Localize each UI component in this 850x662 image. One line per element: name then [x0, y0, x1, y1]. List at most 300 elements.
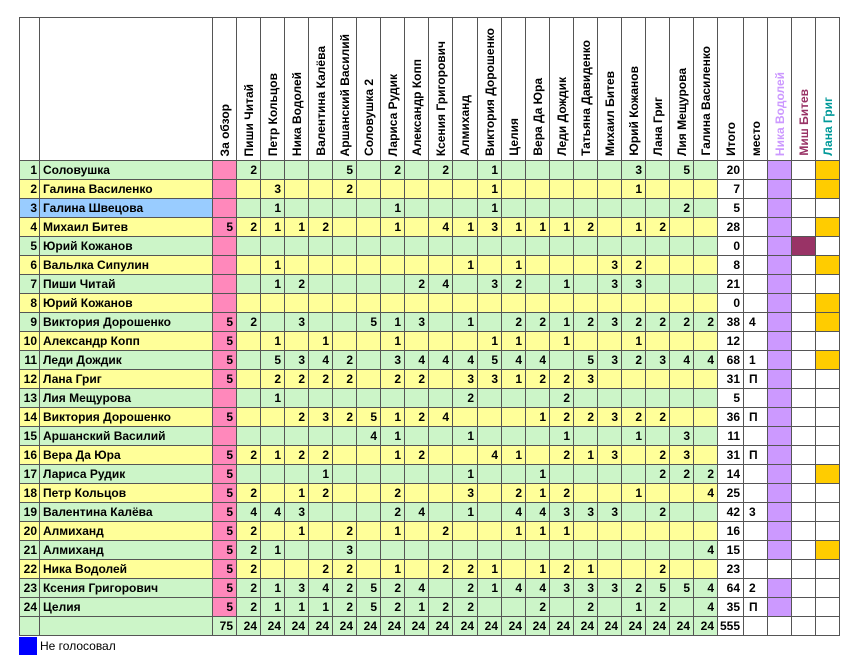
vote-cell[interactable]: 4	[502, 351, 526, 370]
judge-mark-cell[interactable]	[792, 579, 816, 598]
vote-cell[interactable]	[333, 389, 357, 408]
vote-cell[interactable]: 1	[381, 313, 405, 332]
vote-cell[interactable]	[429, 180, 453, 199]
vote-cell[interactable]: 2	[622, 313, 646, 332]
vote-cell[interactable]: 2	[237, 522, 261, 541]
vote-cell[interactable]: 2	[502, 275, 526, 294]
vote-cell[interactable]	[333, 199, 357, 218]
vote-cell[interactable]	[285, 427, 309, 446]
vote-cell[interactable]	[237, 332, 261, 351]
vote-cell[interactable]	[646, 256, 670, 275]
vote-cell[interactable]: 5	[213, 484, 237, 503]
vote-cell[interactable]	[429, 294, 453, 313]
vote-cell[interactable]	[309, 161, 333, 180]
judge-mark-cell[interactable]	[816, 218, 840, 237]
vote-cell[interactable]: 3	[550, 503, 574, 522]
vote-cell[interactable]	[550, 180, 574, 199]
vote-cell[interactable]: 1	[261, 256, 285, 275]
vote-cell[interactable]: 1	[261, 275, 285, 294]
vote-cell[interactable]	[502, 237, 526, 256]
vote-cell[interactable]: 4	[478, 446, 502, 465]
vote-cell[interactable]: 2	[646, 598, 670, 617]
vote-cell[interactable]	[622, 541, 646, 560]
vote-cell[interactable]	[550, 294, 574, 313]
vote-cell[interactable]: 1	[526, 465, 550, 484]
vote-cell[interactable]	[478, 408, 502, 427]
vote-cell[interactable]	[237, 351, 261, 370]
judge-mark-cell[interactable]	[768, 579, 792, 598]
vote-cell[interactable]	[694, 503, 718, 522]
vote-cell[interactable]	[670, 560, 694, 579]
judge-mark-cell[interactable]	[768, 275, 792, 294]
vote-cell[interactable]	[598, 180, 622, 199]
vote-cell[interactable]: 1	[550, 218, 574, 237]
vote-cell[interactable]: 3	[285, 579, 309, 598]
vote-cell[interactable]: 5	[646, 579, 670, 598]
vote-cell[interactable]	[453, 294, 478, 313]
vote-cell[interactable]: 3	[381, 351, 405, 370]
vote-cell[interactable]: 1	[622, 218, 646, 237]
vote-cell[interactable]	[453, 275, 478, 294]
vote-cell[interactable]	[574, 541, 598, 560]
vote-cell[interactable]: 4	[405, 503, 429, 522]
vote-cell[interactable]: 1	[453, 313, 478, 332]
vote-cell[interactable]	[261, 465, 285, 484]
vote-cell[interactable]	[237, 275, 261, 294]
vote-cell[interactable]	[598, 465, 622, 484]
vote-cell[interactable]: 5	[213, 370, 237, 389]
judge-mark-cell[interactable]	[768, 522, 792, 541]
vote-cell[interactable]	[670, 408, 694, 427]
judge-mark-cell[interactable]	[768, 256, 792, 275]
vote-cell[interactable]: 2	[646, 503, 670, 522]
vote-cell[interactable]: 3	[574, 370, 598, 389]
judge-mark-cell[interactable]	[816, 294, 840, 313]
vote-cell[interactable]	[670, 256, 694, 275]
vote-cell[interactable]: 4	[694, 541, 718, 560]
vote-cell[interactable]	[309, 180, 333, 199]
vote-cell[interactable]: 1	[478, 560, 502, 579]
vote-cell[interactable]	[598, 560, 622, 579]
vote-cell[interactable]: 3	[646, 351, 670, 370]
vote-cell[interactable]	[261, 522, 285, 541]
vote-cell[interactable]	[357, 370, 381, 389]
vote-cell[interactable]	[333, 218, 357, 237]
vote-cell[interactable]	[429, 541, 453, 560]
judge-mark-cell[interactable]	[768, 180, 792, 199]
vote-cell[interactable]	[694, 408, 718, 427]
judge-mark-cell[interactable]	[816, 351, 840, 370]
vote-cell[interactable]	[309, 313, 333, 332]
vote-cell[interactable]	[670, 218, 694, 237]
vote-cell[interactable]: 2	[574, 218, 598, 237]
vote-cell[interactable]	[309, 275, 333, 294]
vote-cell[interactable]: 2	[405, 446, 429, 465]
vote-cell[interactable]	[237, 408, 261, 427]
judge-mark-cell[interactable]	[792, 465, 816, 484]
judge-mark-cell[interactable]	[816, 446, 840, 465]
vote-cell[interactable]: 5	[213, 218, 237, 237]
vote-cell[interactable]: 2	[429, 522, 453, 541]
vote-cell[interactable]: 2	[285, 446, 309, 465]
vote-cell[interactable]	[429, 313, 453, 332]
vote-cell[interactable]	[357, 560, 381, 579]
vote-cell[interactable]	[646, 427, 670, 446]
vote-cell[interactable]	[598, 237, 622, 256]
vote-cell[interactable]	[285, 256, 309, 275]
vote-cell[interactable]: 1	[478, 332, 502, 351]
vote-cell[interactable]	[381, 294, 405, 313]
vote-cell[interactable]: 3	[453, 484, 478, 503]
judge-mark-cell[interactable]	[768, 465, 792, 484]
vote-cell[interactable]: 2	[309, 446, 333, 465]
vote-cell[interactable]: 2	[622, 408, 646, 427]
vote-cell[interactable]: 4	[309, 579, 333, 598]
vote-cell[interactable]	[670, 294, 694, 313]
judge-mark-cell[interactable]	[792, 522, 816, 541]
vote-cell[interactable]: 2	[237, 218, 261, 237]
vote-cell[interactable]: 2	[502, 313, 526, 332]
vote-cell[interactable]	[550, 351, 574, 370]
vote-cell[interactable]	[357, 465, 381, 484]
vote-cell[interactable]	[478, 598, 502, 617]
judge-mark-cell[interactable]	[768, 199, 792, 218]
vote-cell[interactable]	[598, 484, 622, 503]
vote-cell[interactable]: 4	[453, 351, 478, 370]
vote-cell[interactable]	[285, 199, 309, 218]
judge-mark-cell[interactable]	[816, 484, 840, 503]
vote-cell[interactable]	[694, 256, 718, 275]
vote-cell[interactable]	[285, 541, 309, 560]
vote-cell[interactable]: 5	[357, 408, 381, 427]
vote-cell[interactable]	[622, 237, 646, 256]
vote-cell[interactable]: 2	[237, 446, 261, 465]
vote-cell[interactable]	[357, 275, 381, 294]
vote-cell[interactable]: 2	[646, 446, 670, 465]
vote-cell[interactable]	[357, 446, 381, 465]
judge-mark-cell[interactable]	[792, 427, 816, 446]
vote-cell[interactable]: 1	[478, 161, 502, 180]
vote-cell[interactable]: 2	[309, 370, 333, 389]
vote-cell[interactable]: 2	[526, 598, 550, 617]
vote-cell[interactable]: 4	[429, 218, 453, 237]
vote-cell[interactable]	[237, 237, 261, 256]
vote-cell[interactable]	[237, 389, 261, 408]
vote-cell[interactable]: 2	[237, 541, 261, 560]
vote-cell[interactable]: 5	[213, 313, 237, 332]
vote-cell[interactable]	[574, 484, 598, 503]
vote-cell[interactable]: 2	[309, 484, 333, 503]
vote-cell[interactable]	[429, 332, 453, 351]
vote-cell[interactable]	[574, 522, 598, 541]
vote-cell[interactable]: 2	[405, 370, 429, 389]
vote-cell[interactable]	[381, 180, 405, 199]
vote-cell[interactable]: 1	[550, 522, 574, 541]
vote-cell[interactable]	[598, 389, 622, 408]
vote-cell[interactable]	[357, 218, 381, 237]
vote-cell[interactable]	[261, 560, 285, 579]
vote-cell[interactable]	[646, 237, 670, 256]
vote-cell[interactable]: 1	[309, 598, 333, 617]
vote-cell[interactable]	[526, 180, 550, 199]
vote-cell[interactable]	[694, 275, 718, 294]
vote-cell[interactable]: 1	[453, 427, 478, 446]
vote-cell[interactable]	[333, 313, 357, 332]
vote-cell[interactable]	[622, 503, 646, 522]
judge-mark-cell[interactable]	[768, 541, 792, 560]
vote-cell[interactable]: 2	[333, 180, 357, 199]
vote-cell[interactable]	[502, 541, 526, 560]
vote-cell[interactable]	[405, 332, 429, 351]
vote-cell[interactable]	[598, 199, 622, 218]
vote-cell[interactable]: 3	[261, 180, 285, 199]
vote-cell[interactable]	[694, 199, 718, 218]
vote-cell[interactable]	[429, 237, 453, 256]
judge-mark-cell[interactable]	[792, 351, 816, 370]
vote-cell[interactable]: 2	[285, 408, 309, 427]
vote-cell[interactable]	[357, 237, 381, 256]
vote-cell[interactable]	[670, 598, 694, 617]
vote-cell[interactable]: 3	[598, 579, 622, 598]
vote-cell[interactable]: 1	[502, 446, 526, 465]
judge-mark-cell[interactable]	[792, 503, 816, 522]
vote-cell[interactable]: 2	[285, 275, 309, 294]
vote-cell[interactable]	[646, 332, 670, 351]
vote-cell[interactable]	[429, 446, 453, 465]
vote-cell[interactable]: 2	[646, 465, 670, 484]
vote-cell[interactable]	[285, 294, 309, 313]
vote-cell[interactable]	[478, 522, 502, 541]
judge-mark-cell[interactable]	[816, 522, 840, 541]
vote-cell[interactable]: 1	[261, 199, 285, 218]
vote-cell[interactable]: 2	[309, 218, 333, 237]
vote-cell[interactable]: 5	[213, 560, 237, 579]
vote-cell[interactable]	[622, 294, 646, 313]
vote-cell[interactable]	[622, 446, 646, 465]
vote-cell[interactable]	[670, 275, 694, 294]
vote-cell[interactable]: 4	[237, 503, 261, 522]
vote-cell[interactable]	[526, 275, 550, 294]
vote-cell[interactable]: 1	[261, 541, 285, 560]
vote-cell[interactable]	[574, 237, 598, 256]
vote-cell[interactable]: 2	[309, 560, 333, 579]
vote-cell[interactable]: 1	[502, 256, 526, 275]
vote-cell[interactable]: 3	[598, 503, 622, 522]
vote-cell[interactable]: 1	[502, 332, 526, 351]
vote-cell[interactable]	[405, 389, 429, 408]
vote-cell[interactable]: 2	[550, 484, 574, 503]
vote-cell[interactable]	[453, 541, 478, 560]
vote-cell[interactable]	[550, 237, 574, 256]
vote-cell[interactable]: 2	[381, 503, 405, 522]
vote-cell[interactable]: 4	[357, 427, 381, 446]
vote-cell[interactable]	[333, 294, 357, 313]
vote-cell[interactable]: 1	[381, 199, 405, 218]
judge-mark-cell[interactable]	[816, 161, 840, 180]
vote-cell[interactable]: 5	[213, 503, 237, 522]
judge-mark-cell[interactable]	[816, 256, 840, 275]
vote-cell[interactable]	[429, 484, 453, 503]
judge-mark-cell[interactable]	[768, 503, 792, 522]
vote-cell[interactable]: 2	[237, 560, 261, 579]
vote-cell[interactable]: 2	[381, 161, 405, 180]
vote-cell[interactable]	[694, 161, 718, 180]
vote-cell[interactable]	[453, 199, 478, 218]
vote-cell[interactable]: 5	[213, 579, 237, 598]
vote-cell[interactable]	[574, 332, 598, 351]
vote-cell[interactable]	[213, 389, 237, 408]
vote-cell[interactable]: 2	[694, 313, 718, 332]
vote-cell[interactable]: 1	[453, 465, 478, 484]
vote-cell[interactable]	[381, 237, 405, 256]
judge-mark-cell[interactable]	[768, 218, 792, 237]
vote-cell[interactable]: 2	[550, 370, 574, 389]
vote-cell[interactable]: 2	[453, 579, 478, 598]
vote-cell[interactable]	[357, 351, 381, 370]
vote-cell[interactable]: 2	[622, 579, 646, 598]
vote-cell[interactable]: 2	[429, 598, 453, 617]
vote-cell[interactable]	[670, 180, 694, 199]
judge-mark-cell[interactable]	[792, 541, 816, 560]
vote-cell[interactable]	[574, 427, 598, 446]
vote-cell[interactable]	[285, 389, 309, 408]
vote-cell[interactable]: 3	[670, 427, 694, 446]
judge-mark-cell[interactable]	[816, 560, 840, 579]
vote-cell[interactable]	[574, 161, 598, 180]
vote-cell[interactable]	[478, 256, 502, 275]
vote-cell[interactable]: 4	[526, 503, 550, 522]
vote-cell[interactable]: 2	[646, 313, 670, 332]
vote-cell[interactable]: 5	[574, 351, 598, 370]
vote-cell[interactable]: 2	[453, 560, 478, 579]
vote-cell[interactable]: 2	[237, 579, 261, 598]
vote-cell[interactable]	[405, 484, 429, 503]
judge-mark-cell[interactable]	[768, 598, 792, 617]
judge-mark-cell[interactable]	[816, 237, 840, 256]
judge-mark-cell[interactable]	[816, 541, 840, 560]
vote-cell[interactable]: 2	[261, 370, 285, 389]
vote-cell[interactable]: 2	[333, 579, 357, 598]
vote-cell[interactable]: 1	[261, 218, 285, 237]
judge-mark-cell[interactable]	[792, 389, 816, 408]
vote-cell[interactable]: 1	[453, 503, 478, 522]
vote-cell[interactable]	[333, 237, 357, 256]
vote-cell[interactable]: 1	[550, 332, 574, 351]
vote-cell[interactable]: 3	[309, 408, 333, 427]
vote-cell[interactable]: 2	[333, 408, 357, 427]
vote-cell[interactable]	[405, 256, 429, 275]
vote-cell[interactable]	[694, 370, 718, 389]
vote-cell[interactable]: 5	[213, 598, 237, 617]
vote-cell[interactable]	[261, 408, 285, 427]
vote-cell[interactable]	[309, 427, 333, 446]
vote-cell[interactable]	[213, 180, 237, 199]
vote-cell[interactable]	[309, 294, 333, 313]
vote-cell[interactable]	[526, 161, 550, 180]
vote-cell[interactable]: 5	[333, 161, 357, 180]
vote-cell[interactable]	[478, 503, 502, 522]
vote-cell[interactable]: 5	[213, 465, 237, 484]
judge-mark-cell[interactable]	[816, 503, 840, 522]
vote-cell[interactable]	[694, 237, 718, 256]
vote-cell[interactable]	[213, 275, 237, 294]
vote-cell[interactable]	[261, 313, 285, 332]
vote-cell[interactable]	[285, 161, 309, 180]
vote-cell[interactable]	[285, 332, 309, 351]
vote-cell[interactable]: 2	[646, 560, 670, 579]
vote-cell[interactable]: 3	[670, 446, 694, 465]
judge-mark-cell[interactable]	[768, 332, 792, 351]
vote-cell[interactable]	[502, 389, 526, 408]
vote-cell[interactable]	[309, 541, 333, 560]
vote-cell[interactable]	[333, 427, 357, 446]
vote-cell[interactable]	[261, 484, 285, 503]
vote-cell[interactable]	[622, 465, 646, 484]
vote-cell[interactable]: 1	[261, 446, 285, 465]
judge-mark-cell[interactable]	[816, 465, 840, 484]
vote-cell[interactable]	[213, 237, 237, 256]
vote-cell[interactable]	[357, 199, 381, 218]
vote-cell[interactable]	[478, 389, 502, 408]
vote-cell[interactable]	[429, 579, 453, 598]
vote-cell[interactable]: 2	[333, 370, 357, 389]
vote-cell[interactable]	[405, 522, 429, 541]
vote-cell[interactable]: 2	[333, 560, 357, 579]
vote-cell[interactable]	[694, 389, 718, 408]
vote-cell[interactable]: 5	[213, 408, 237, 427]
vote-cell[interactable]	[670, 541, 694, 560]
vote-cell[interactable]	[405, 541, 429, 560]
vote-cell[interactable]	[453, 522, 478, 541]
vote-cell[interactable]: 1	[502, 522, 526, 541]
vote-cell[interactable]: 2	[381, 484, 405, 503]
vote-cell[interactable]: 3	[598, 313, 622, 332]
vote-cell[interactable]: 5	[213, 351, 237, 370]
vote-cell[interactable]	[309, 503, 333, 522]
vote-cell[interactable]	[502, 560, 526, 579]
vote-cell[interactable]: 2	[333, 522, 357, 541]
vote-cell[interactable]: 1	[453, 256, 478, 275]
judge-mark-cell[interactable]	[792, 332, 816, 351]
vote-cell[interactable]	[550, 256, 574, 275]
vote-cell[interactable]	[622, 522, 646, 541]
vote-cell[interactable]	[550, 465, 574, 484]
vote-cell[interactable]: 3	[598, 408, 622, 427]
vote-cell[interactable]	[574, 180, 598, 199]
vote-cell[interactable]: 2	[405, 408, 429, 427]
vote-cell[interactable]	[646, 541, 670, 560]
vote-cell[interactable]: 1	[285, 218, 309, 237]
vote-cell[interactable]	[574, 199, 598, 218]
vote-cell[interactable]	[309, 256, 333, 275]
vote-cell[interactable]	[646, 522, 670, 541]
vote-cell[interactable]	[670, 332, 694, 351]
vote-cell[interactable]: 4	[526, 351, 550, 370]
judge-mark-cell[interactable]	[792, 370, 816, 389]
vote-cell[interactable]: 2	[429, 161, 453, 180]
vote-cell[interactable]: 3	[285, 313, 309, 332]
vote-cell[interactable]	[429, 427, 453, 446]
judge-mark-cell[interactable]	[792, 237, 816, 256]
vote-cell[interactable]: 5	[213, 446, 237, 465]
judge-mark-cell[interactable]	[792, 180, 816, 199]
vote-cell[interactable]	[405, 294, 429, 313]
vote-cell[interactable]: 2	[526, 313, 550, 332]
vote-cell[interactable]: 2	[502, 484, 526, 503]
vote-cell[interactable]	[502, 294, 526, 313]
judge-mark-cell[interactable]	[816, 313, 840, 332]
vote-cell[interactable]	[502, 199, 526, 218]
